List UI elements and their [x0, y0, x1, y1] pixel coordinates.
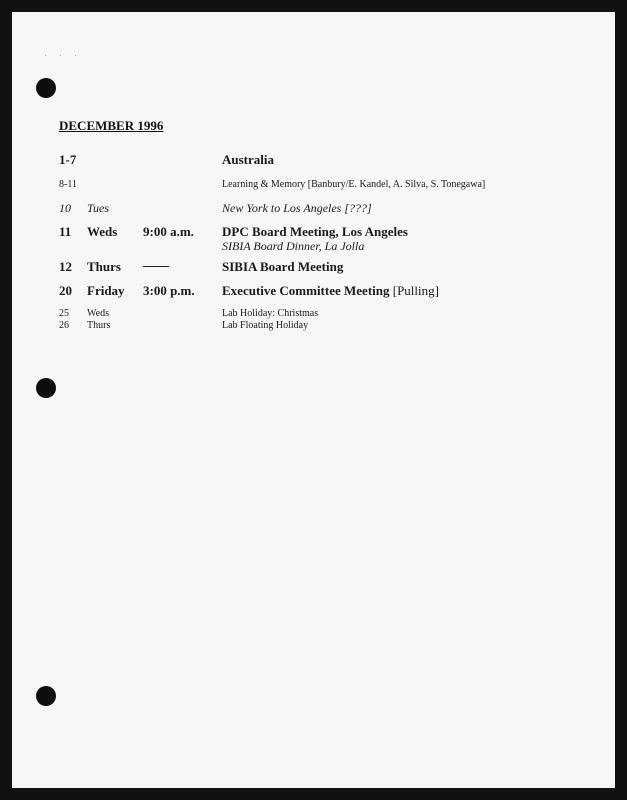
row-date: 25 — [59, 308, 69, 319]
row-sub-event: SIBIA Board Dinner, La Jolla — [222, 239, 365, 253]
row-date: 20 — [59, 283, 72, 298]
row-date: 11 — [59, 224, 72, 239]
row-day: Weds — [87, 224, 118, 239]
binder-hole-bottom — [36, 686, 56, 706]
row-event: Lab Floating Holiday — [222, 320, 309, 331]
row-event: SIBIA Board Meeting — [222, 259, 344, 274]
row-date: 26 — [59, 320, 69, 331]
row-event: Lab Holiday: Christmas — [222, 308, 319, 319]
row-date: 8-11 — [59, 179, 77, 190]
row-event: New York to Los Angeles [???] — [222, 201, 372, 215]
row-event: Executive Committee Meeting — [222, 283, 390, 298]
paper-specks: . . . — [45, 52, 83, 58]
row-day: Friday — [87, 283, 125, 298]
time-blank-line — [143, 266, 169, 267]
row-time: 9:00 a.m. — [143, 224, 194, 239]
row-date: 10 — [59, 201, 71, 215]
binder-hole-middle — [36, 378, 56, 398]
row-day: Thurs — [87, 320, 111, 331]
row-day: Thurs — [87, 259, 121, 274]
row-date: 1-7 — [59, 152, 77, 167]
row-event: Learning & Memory [Banbury/E. Kandel, A. Silva, S. Tonegawa] — [222, 179, 486, 190]
row-day: Weds — [87, 308, 109, 319]
row-time: 3:00 p.m. — [143, 283, 195, 298]
row-date: 12 — [59, 259, 72, 274]
document-page — [12, 12, 615, 788]
month-heading: DECEMBER 1996 — [59, 118, 164, 133]
binder-hole-top — [36, 78, 56, 98]
row-event: DPC Board Meeting, Los Angeles — [222, 224, 408, 239]
row-note: [Pulling] — [392, 283, 439, 298]
row-event: Australia — [222, 152, 274, 167]
row-day: Tues — [87, 201, 110, 215]
